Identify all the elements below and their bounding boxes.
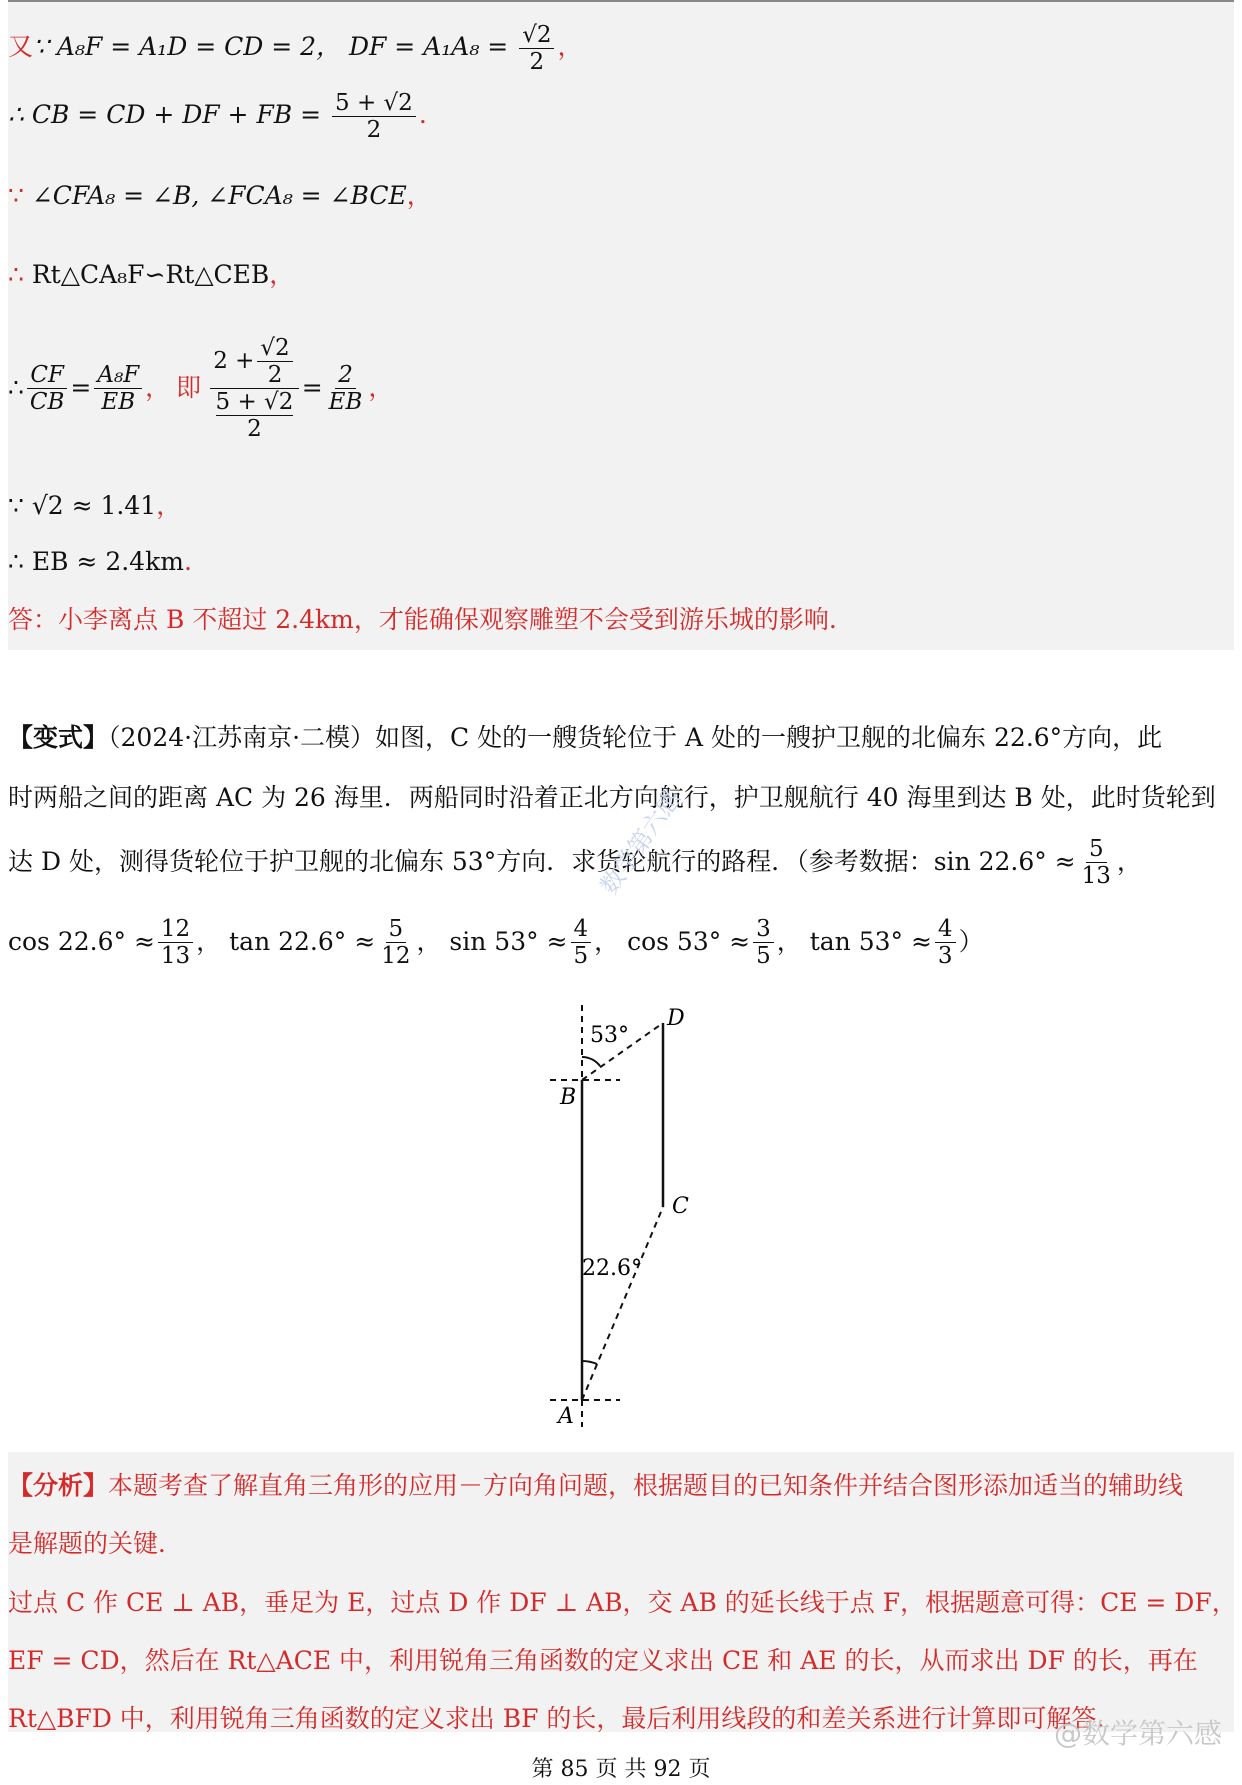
analysis-line-2: 是解题的关键． xyxy=(8,1529,184,1558)
problem-line-2: 时两船之间的距离 AC 为 26 海里．两船同时沿着正北方向航行，护卫舰航行 40 海里到达 B 处，此时货轮到 xyxy=(8,783,1216,812)
solution-line-3: ∵ ∠CFA₈ = ∠B, ∠FCA₈ = ∠BCE， xyxy=(8,181,432,210)
problem-line-3: 达 D 处，测得货轮位于护卫舰的北偏东 53°方向．求货轮航行的路程．（参考数据：sin 22.6° ≈ $\frac{5}{13}$ ， xyxy=(8,835,1142,889)
compound-fraction: 2 + $\frac{√2}{2}$ 5 + √2 2 xyxy=(210,335,299,442)
problem-line-1: 【变式】（2024·江苏南京·二模）如图，C 处的一艘货轮位于 A 处的一艘护卫舰的北偏东 22.6°方向，此 xyxy=(8,723,1163,752)
line1-text: ∵ A₈F = A₁D = CD = 2， DF = A₁A₈ = xyxy=(33,32,517,61)
frac-cos226: $\frac{12}{13}$ xyxy=(158,916,193,969)
angle-arc-b xyxy=(582,1057,600,1066)
solution-line-5: ∴ $\frac{CF}{CB}$ = $\frac{\text{A₈F}}{EB}$ ， 即 2 + $\frac{√2}{2}$ 5 + √2 2 = $\frac{2}{EB}$ ， xyxy=(8,334,394,442)
label-c: C xyxy=(672,1194,689,1219)
segment-ac xyxy=(582,1207,663,1400)
geometry-diagram xyxy=(530,995,730,1435)
solution-line-1: 又∵ A₈F = A₁D = CD = 2， DF = A₁A₈ = $\frac{√2}{2}$ ， xyxy=(8,22,583,75)
ji-word: 即 xyxy=(176,373,202,402)
analysis-line-5: Rt△BFD 中，利用锐角三角函数的定义求出 BF 的长，最后利用线段的和差关系进行计算即可解答. xyxy=(8,1704,1105,1733)
variant-tag: 【变式】 xyxy=(8,723,109,752)
you-prefix: 又 xyxy=(8,32,34,61)
frac-a8f-over-eb: $\frac{\text{A₈F}}{EB}$ xyxy=(94,362,142,415)
analysis-line-3: 过点 C 作 CE ⊥ AB，垂足为 E，过点 D 作 DF ⊥ AB，交 AB 的延长线于点 F，根据题意可得：CE = DF， xyxy=(8,1588,1237,1617)
label-b: B xyxy=(560,1085,577,1110)
analysis-line-4: EF = CD，然后在 Rt△ACE 中，利用锐角三角函数的定义求出 CE 和 AE 的长，从而求出 DF 的长，再在 xyxy=(8,1646,1198,1675)
frac-2-over-eb: $\frac{2}{EB}$ xyxy=(328,361,363,415)
label-53-deg: 53° xyxy=(590,1023,629,1048)
frac-cf-over-cb: $\frac{CF}{CB}$ xyxy=(27,362,68,415)
frac-sin226: $\frac{5}{13}$ xyxy=(1081,835,1111,889)
diagonal-watermark: 数学第六感 xyxy=(594,785,687,900)
frac-tan226: $\frac{5}{12}$ xyxy=(381,915,411,969)
label-a: A xyxy=(558,1404,574,1429)
solution-line-2: ∴ CB = CD + DF + FB = $\frac{5 + √2}{2}$ . xyxy=(8,90,427,143)
analysis-tag: 【分析】 xyxy=(8,1471,109,1500)
solution-line-7: ∴ EB ≈ 2.4km. xyxy=(8,547,192,576)
corner-watermark: @数学第六感 xyxy=(1053,1717,1222,1750)
frac-cos53: $\frac{3}{5}$ xyxy=(753,916,774,969)
frac-sqrt2-over-2: $\frac{√2}{2}$ xyxy=(519,22,554,75)
angle-arc-a xyxy=(582,1361,597,1364)
label-22-6-deg: 22.6° xyxy=(582,1256,642,1281)
page-footer: 第 85 页 共 92 页 xyxy=(531,1757,711,1782)
frac-sin53: $\frac{4}{5}$ xyxy=(571,916,592,969)
answer-line: 答：小李离点 B 不超过 2.4km，才能确保观察雕塑不会受到游乐城的影响. xyxy=(8,605,837,634)
problem-line-4: cos 22.6° ≈ $\frac{12}{13}$ ， tan 22.6° ≈ $\frac{5}{12}$ ， sin 53° ≈ $\frac{4}{5}$ ， cos 53° ≈ $\frac{3}{5}$ ， tan 53° ≈ $\frac{4}{3}$ ） xyxy=(8,915,984,969)
solution-line-4: ∴ Rt△CA₈F∽Rt△CEB， xyxy=(8,260,295,289)
line2-text: ∴ CB = CD + DF + FB = xyxy=(8,100,329,129)
solution-line-6: ∵ √2 ≈ 1.41， xyxy=(8,491,182,520)
label-d: D xyxy=(667,1006,685,1031)
frac-tan53: $\frac{4}{3}$ xyxy=(935,916,956,969)
analysis-line-1: 【分析】本题考查了解直角三角形的应用－方向角问题，根据题目的已知条件并结合图形添加适当的辅助线 xyxy=(8,1471,1184,1500)
frac-5-plus-sqrt2-over-2: $\frac{5 + √2}{2}$ xyxy=(332,90,416,143)
